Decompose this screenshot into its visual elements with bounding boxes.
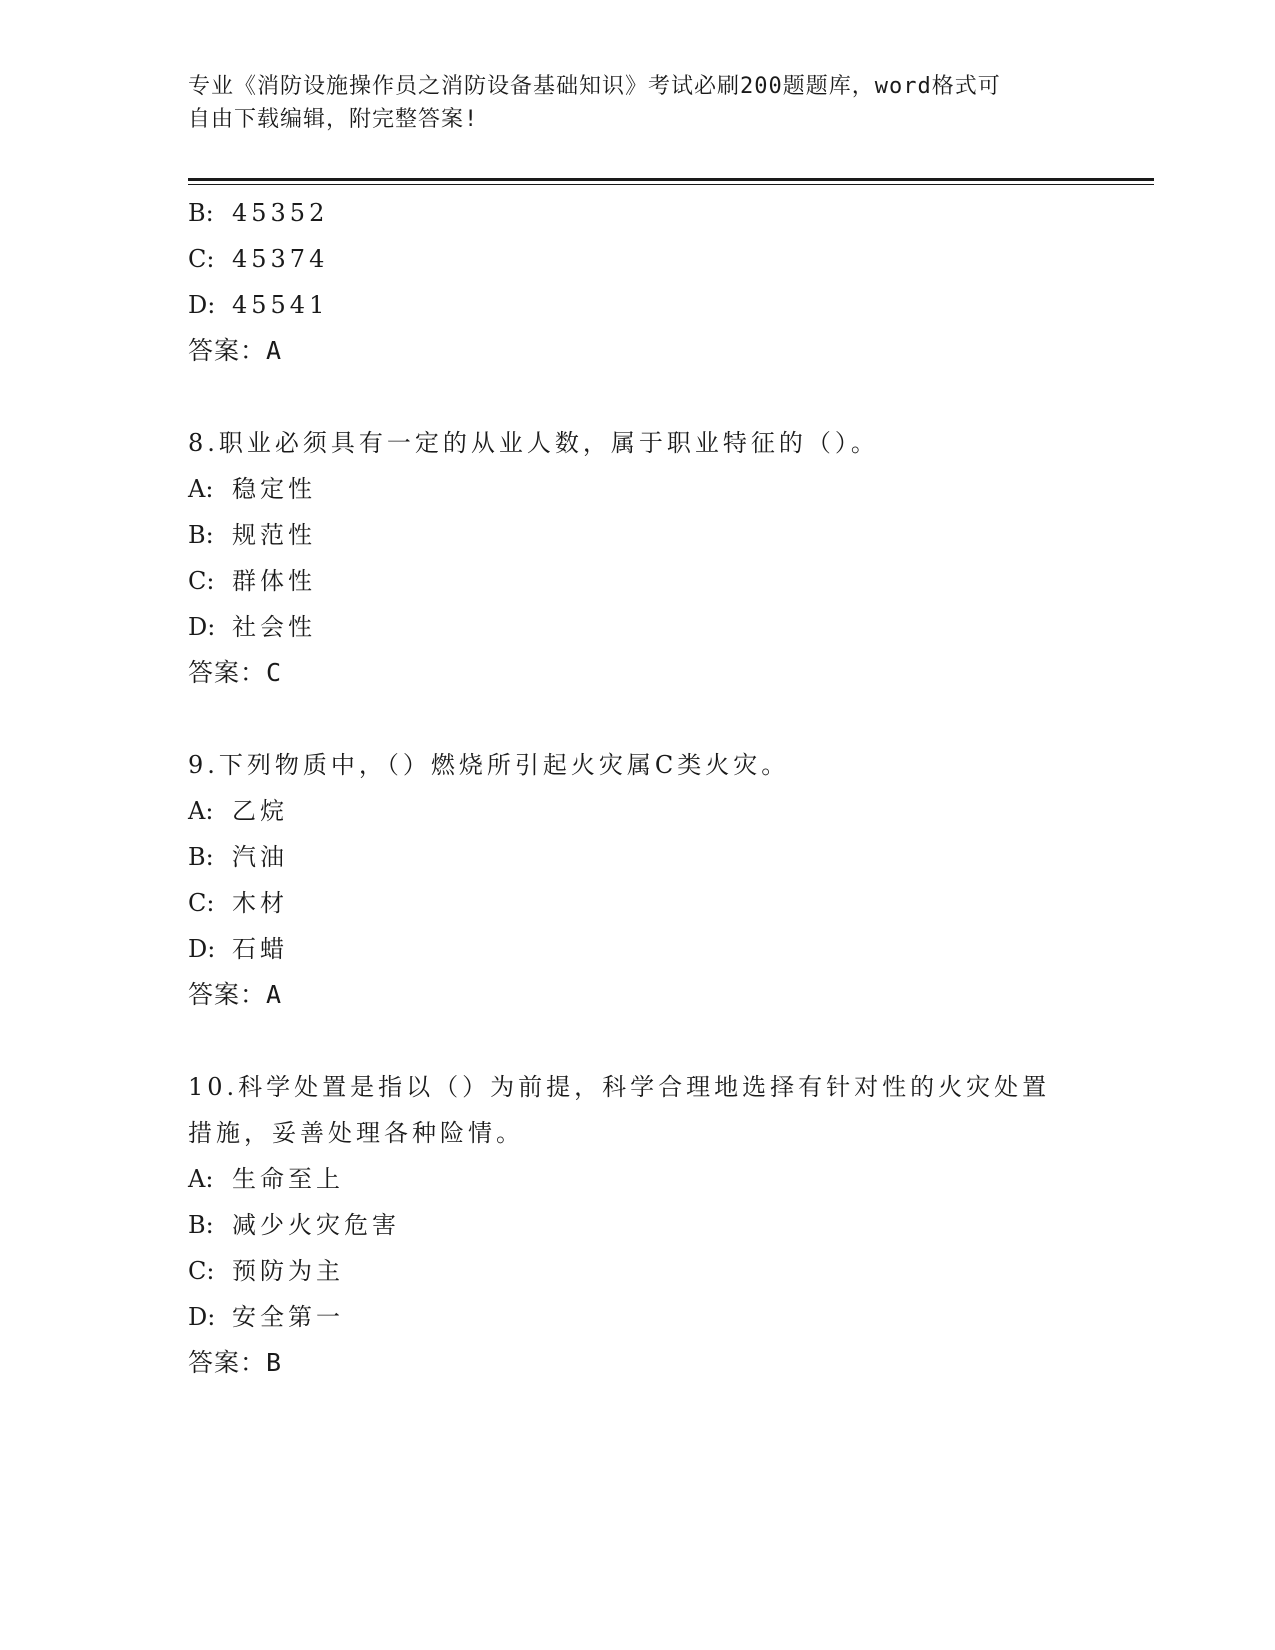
option-b xyxy=(188,190,1088,236)
option-text: 预防为主 xyxy=(232,1257,344,1285)
option-letter: D: xyxy=(188,935,216,963)
header-line-1: 专业《消防设施操作员之消防设备基础知识》考试必刷200题题库，word格式可 xyxy=(188,74,1001,99)
option-text: 45541 xyxy=(232,291,329,319)
option-text: 生命至上 xyxy=(232,1165,344,1193)
option-letter: B: xyxy=(188,521,214,549)
option-text: 45374 xyxy=(232,245,329,273)
answer-line: 答案：A xyxy=(188,336,283,365)
question-10 xyxy=(188,1064,1088,1386)
answer-line: 答案：C xyxy=(188,658,283,687)
option-letter: A: xyxy=(188,1165,214,1193)
question-stem: 9.下列物质中，（）燃烧所引起火灾属C类火灾。 xyxy=(188,751,790,779)
option-d xyxy=(188,604,1088,650)
option-a xyxy=(188,1156,1088,1202)
option-letter: C: xyxy=(188,1257,215,1285)
header-divider-thin xyxy=(188,184,1154,185)
option-text: 安全第一 xyxy=(232,1303,344,1331)
answer-line: 答案：A xyxy=(188,980,283,1009)
option-letter: D: xyxy=(188,613,216,641)
option-a xyxy=(188,788,1088,834)
option-letter: A: xyxy=(188,475,214,503)
option-letter: B: xyxy=(188,843,214,871)
option-b xyxy=(188,834,1088,880)
option-text: 减少火灾危害 xyxy=(232,1211,400,1239)
header-divider-thick xyxy=(188,178,1154,181)
option-text: 石蜡 xyxy=(232,935,288,963)
question-9 xyxy=(188,742,1088,1018)
question-8 xyxy=(188,420,1088,696)
option-d xyxy=(188,282,1088,328)
option-c xyxy=(188,558,1088,604)
option-text: 汽油 xyxy=(232,843,288,871)
header-line-2: 自由下载编辑，附完整答案! xyxy=(188,107,479,132)
option-a xyxy=(188,466,1088,512)
option-letter: C: xyxy=(188,245,215,273)
question-stem-line-2: 措施，妥善处理各种险情。 xyxy=(188,1119,524,1147)
answer-line: 答案：B xyxy=(188,1348,283,1377)
option-c xyxy=(188,236,1088,282)
option-b xyxy=(188,1202,1088,1248)
option-letter: C: xyxy=(188,889,215,917)
document-body xyxy=(188,190,1088,1386)
option-d xyxy=(188,926,1088,972)
question-stem: 8.职业必须具有一定的从业人数，属于职业特征的（）。 xyxy=(188,429,879,457)
option-b xyxy=(188,512,1088,558)
option-letter: B: xyxy=(188,1211,214,1239)
question-stem-line-1: 10.科学处置是指以（）为前提，科学合理地选择有针对性的火灾处置 xyxy=(188,1073,1051,1101)
option-letter: C: xyxy=(188,567,215,595)
option-letter: A: xyxy=(188,797,214,825)
option-c xyxy=(188,1248,1088,1294)
question-partial xyxy=(188,190,1088,374)
option-text: 木材 xyxy=(232,889,288,917)
option-text: 规范性 xyxy=(232,521,316,549)
option-letter: B: xyxy=(188,199,214,227)
option-letter: D: xyxy=(188,1303,216,1331)
option-letter: D: xyxy=(188,291,216,319)
option-text: 乙烷 xyxy=(232,797,288,825)
option-text: 社会性 xyxy=(232,613,316,641)
option-text: 45352 xyxy=(232,199,329,227)
document-header xyxy=(188,70,1088,136)
option-text: 群体性 xyxy=(232,567,316,595)
option-c xyxy=(188,880,1088,926)
option-text: 稳定性 xyxy=(232,475,316,503)
option-d xyxy=(188,1294,1088,1340)
